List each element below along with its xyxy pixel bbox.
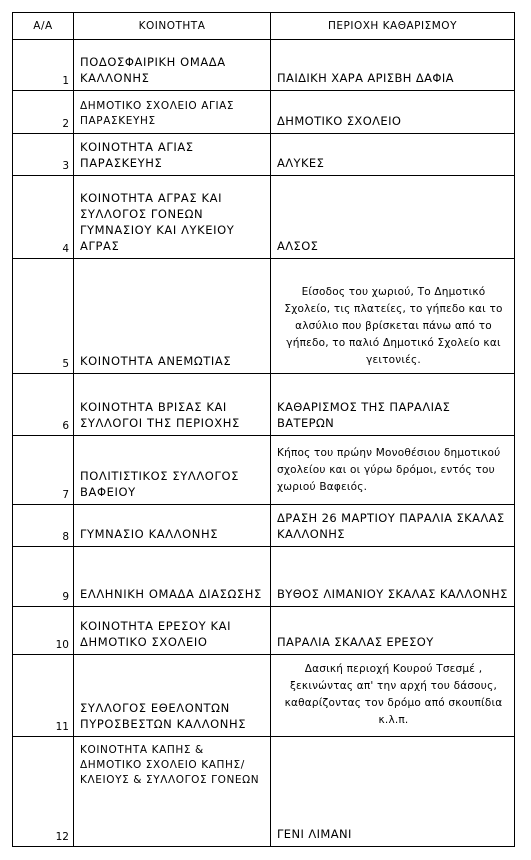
community-name: ΚΟΙΝΟΤΗΤΑ ΚΑΠΗΣ & ΔΗΜΟΤΙΚΟ ΣΧΟΛΕΙΟ ΚΑΠΗΣ/ ΚΛΕΙΟΥΣ & ΣΥΛΛΟΓΟΣ ΓΟΝΕΩΝ xyxy=(74,737,271,847)
table-row xyxy=(13,737,515,847)
table-row xyxy=(13,607,515,655)
community-name: ΚΟΙΝΟΤΗΤΑ ΑΓΡΑΣ ΚΑΙ ΣΥΛΛΟΓΟΣ ΓΟΝΕΩΝ ΓΥΜΝΑΣΙΟΥ ΚΑΙ ΛΥΚΕΙΟΥ ΑΓΡΑΣ xyxy=(74,176,271,259)
header-row xyxy=(13,13,515,40)
cleanup-area: ΔΡΑΣΗ 26 ΜΑΡΤΙΟΥ ΠΑΡΑΛΙΑ ΣΚΑΛΑΣ ΚΑΛΛΟΝΗΣ xyxy=(271,505,515,547)
row-number: 1 xyxy=(13,40,74,91)
table-row xyxy=(13,176,515,259)
cleanup-area: Κήπος του πρώην Μονοθέσιου δημοτικού σχολείου και οι γύρω δρόμοι, εντός του χωριού Βαφειός. xyxy=(271,436,515,505)
community-name: ΠΟΔΟΣΦΑΙΡΙΚΗ ΟΜΑΔΑ ΚΑΛΛΟΝΗΣ xyxy=(74,40,271,91)
community-name: ΕΛΛΗΝΙΚΗ ΟΜΑΔΑ ΔΙΑΣΩΣΗΣ xyxy=(74,547,271,607)
table-row xyxy=(13,374,515,436)
row-number: 10 xyxy=(13,607,74,655)
row-number: 7 xyxy=(13,436,74,505)
community-name: ΚΟΙΝΟΤΗΤΑ ΑΝΕΜΩΤΙΑΣ xyxy=(74,259,271,374)
table-row xyxy=(13,655,515,737)
cleanup-area: ΠΑΡΑΛΙΑ ΣΚΑΛΑΣ ΕΡΕΣΟΥ xyxy=(271,607,515,655)
cleanup-area: Είσοδος του χωριού, Το Δημοτικό Σχολείο, τις πλατείες, το γήπεδο και το αλσύλιο που βρίσκεται πάνω από το γήπεδο, το παλιό Δημοτικό Σχολείο και γειτονιές. xyxy=(271,259,515,374)
community-name: ΓΥΜΝΑΣΙΟ ΚΑΛΛΟΝΗΣ xyxy=(74,505,271,547)
row-number: 11 xyxy=(13,655,74,737)
cleanup-area: ΒΥΘΟΣ ΛΙΜΑΝΙΟΥ ΣΚΑΛΑΣ ΚΑΛΛΟΝΗΣ xyxy=(271,547,515,607)
header-cleanup-area: ΠΕΡΙΟΧΗ ΚΑΘΑΡΙΣΜΟΥ xyxy=(271,13,515,40)
community-name: ΚΟΙΝΟΤΗΤΑ ΑΓΙΑΣ ΠΑΡΑΣΚΕΥΗΣ xyxy=(74,134,271,176)
row-number: 9 xyxy=(13,547,74,607)
cleanup-area: ΓΕΝΙ ΛΙΜΑΝΙ xyxy=(271,737,515,847)
table-row xyxy=(13,134,515,176)
table-row xyxy=(13,40,515,91)
row-number: 4 xyxy=(13,176,74,259)
table-row xyxy=(13,91,515,134)
header-community: ΚΟΙΝΟΤΗΤΑ xyxy=(74,13,271,40)
cleanup-area: ΚΑΘΑΡΙΣΜΟΣ ΤΗΣ ΠΑΡΑΛΙΑΣ ΒΑΤΕΡΩΝ xyxy=(271,374,515,436)
row-number: 5 xyxy=(13,259,74,374)
header-aa: Α/Α xyxy=(13,13,74,40)
cleanup-table xyxy=(12,12,515,847)
table-row xyxy=(13,259,515,374)
table-row xyxy=(13,505,515,547)
row-number: 12 xyxy=(13,737,74,847)
community-name: ΔΗΜΟΤΙΚΟ ΣΧΟΛΕΙΟ ΑΓΙΑΣ ΠΑΡΑΣΚΕΥΗΣ xyxy=(74,91,271,134)
table-row xyxy=(13,436,515,505)
row-number: 2 xyxy=(13,91,74,134)
cleanup-area: ΠΑΙΔΙΚΗ ΧΑΡΑ ΑΡΙΣΒΗ ΔΑΦΙΑ xyxy=(271,40,515,91)
community-name: ΚΟΙΝΟΤΗΤΑ ΕΡΕΣΟΥ ΚΑΙ ΔΗΜΟΤΙΚΟ ΣΧΟΛΕΙΟ xyxy=(74,607,271,655)
row-number: 8 xyxy=(13,505,74,547)
community-name: ΚΟΙΝΟΤΗΤΑ ΒΡΙΣΑΣ ΚΑΙ ΣΥΛΛΟΓΟΙ ΤΗΣ ΠΕΡΙΟΧΗΣ xyxy=(74,374,271,436)
row-number: 6 xyxy=(13,374,74,436)
cleanup-area: ΔΗΜΟΤΙΚΟ ΣΧΟΛΕΙΟ xyxy=(271,91,515,134)
cleanup-area: Δασική περιοχή Κουρού Τσεσμέ , ξεκινώντας απ' την αρχή του δάσους, καθαρίζοντας τον δρόμο από σκουπίδια κ.λ.π. xyxy=(271,655,515,737)
table-row xyxy=(13,547,515,607)
row-number: 3 xyxy=(13,134,74,176)
community-name: ΠΟΛΙΤΙΣΤΙΚΟΣ ΣΥΛΛΟΓΟΣ ΒΑΦΕΙΟΥ xyxy=(74,436,271,505)
cleanup-area: ΑΛΥΚΕΣ xyxy=(271,134,515,176)
community-name: ΣΥΛΛΟΓΟΣ ΕΘΕΛΟΝΤΩΝ ΠΥΡΟΣΒΕΣΤΩΝ ΚΑΛΛΟΝΗΣ xyxy=(74,655,271,737)
cleanup-area: ΑΛΣΟΣ xyxy=(271,176,515,259)
